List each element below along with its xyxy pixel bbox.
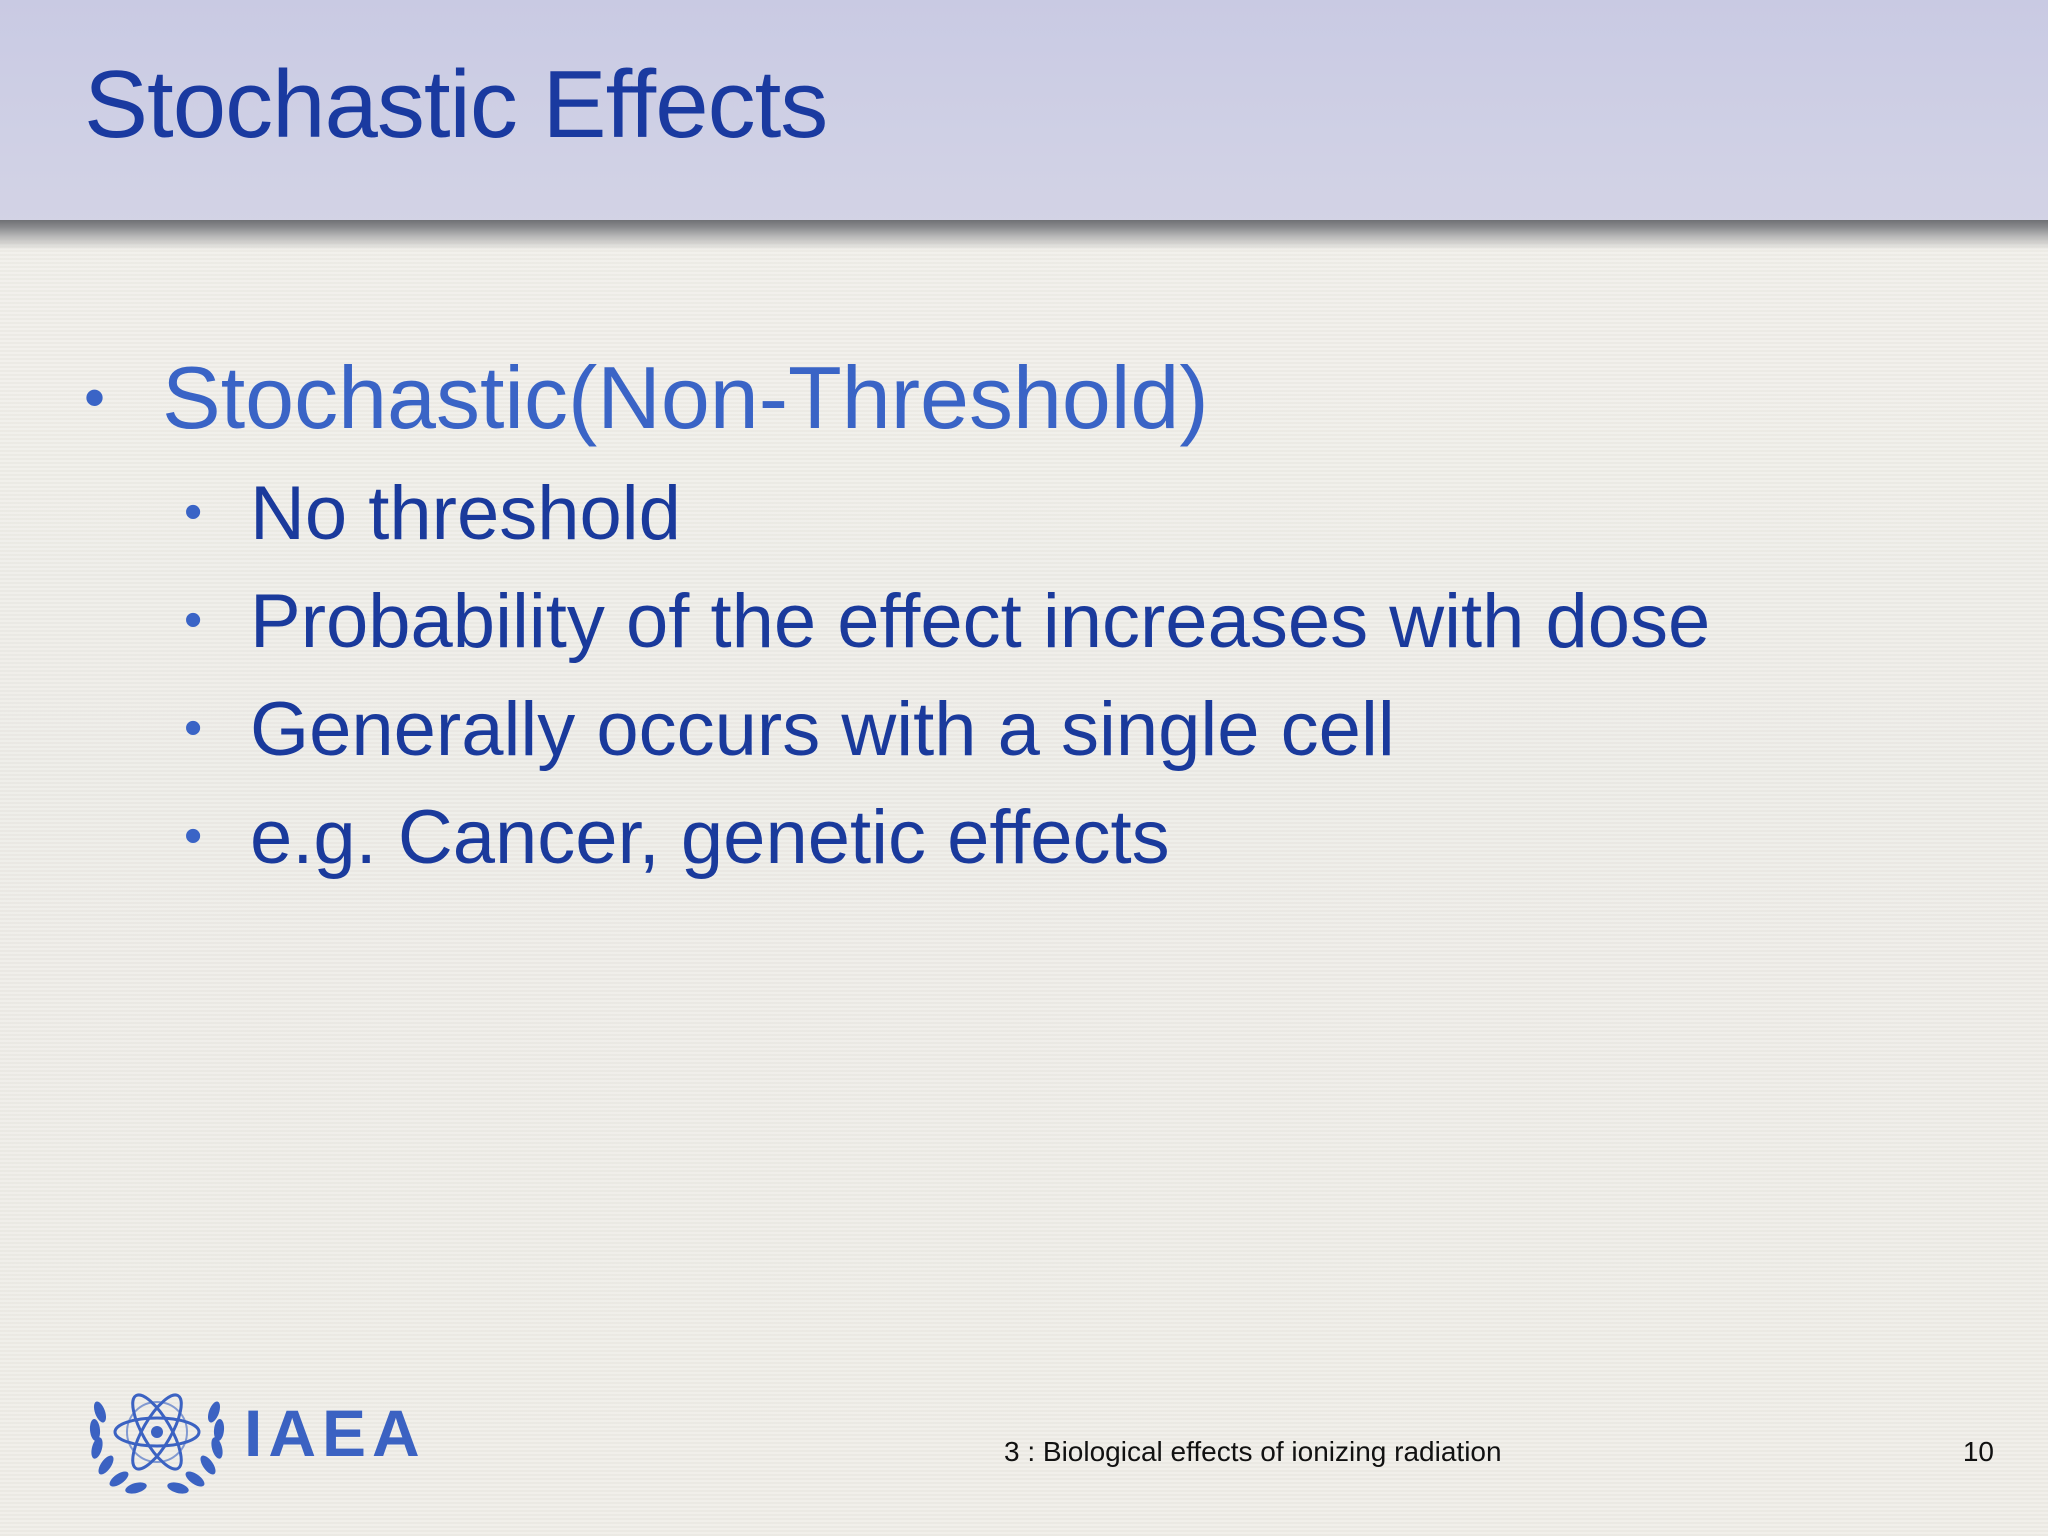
main-bullet-text: Stochastic(Non-Threshold) <box>162 348 1209 447</box>
slide-title: Stochastic Effects <box>84 51 828 158</box>
sub-bullet-text: e.g. Cancer, genetic effects <box>250 795 1170 880</box>
bullet-dot-icon: • <box>184 483 203 541</box>
sub-bullet-2 <box>184 580 1710 664</box>
sub-bullet-text: Generally occurs with a single cell <box>250 687 1395 772</box>
sub-bullet-text: Probability of the effect increases with dose <box>250 579 1711 664</box>
un-emblem-icon <box>82 1372 232 1502</box>
main-bullet <box>84 350 1209 447</box>
page-number: 10 <box>1962 1436 1994 1467</box>
sub-bullet-4 <box>184 796 1170 880</box>
footer-caption: 3 : Biological effects of ionizing radiation <box>1004 1436 1502 1467</box>
iaea-logo <box>82 1372 442 1502</box>
header-divider <box>0 220 2048 250</box>
sub-bullet-3 <box>184 688 1395 772</box>
sub-bullet-text: No threshold <box>250 471 681 556</box>
bullet-dot-icon: • <box>184 807 203 865</box>
sub-bullet-1 <box>184 472 681 556</box>
bullet-dot-icon: • <box>184 591 203 649</box>
logo-wordmark: IAEA <box>244 1396 426 1470</box>
bullet-dot-icon: • <box>84 364 106 431</box>
bullet-dot-icon: • <box>184 699 203 757</box>
